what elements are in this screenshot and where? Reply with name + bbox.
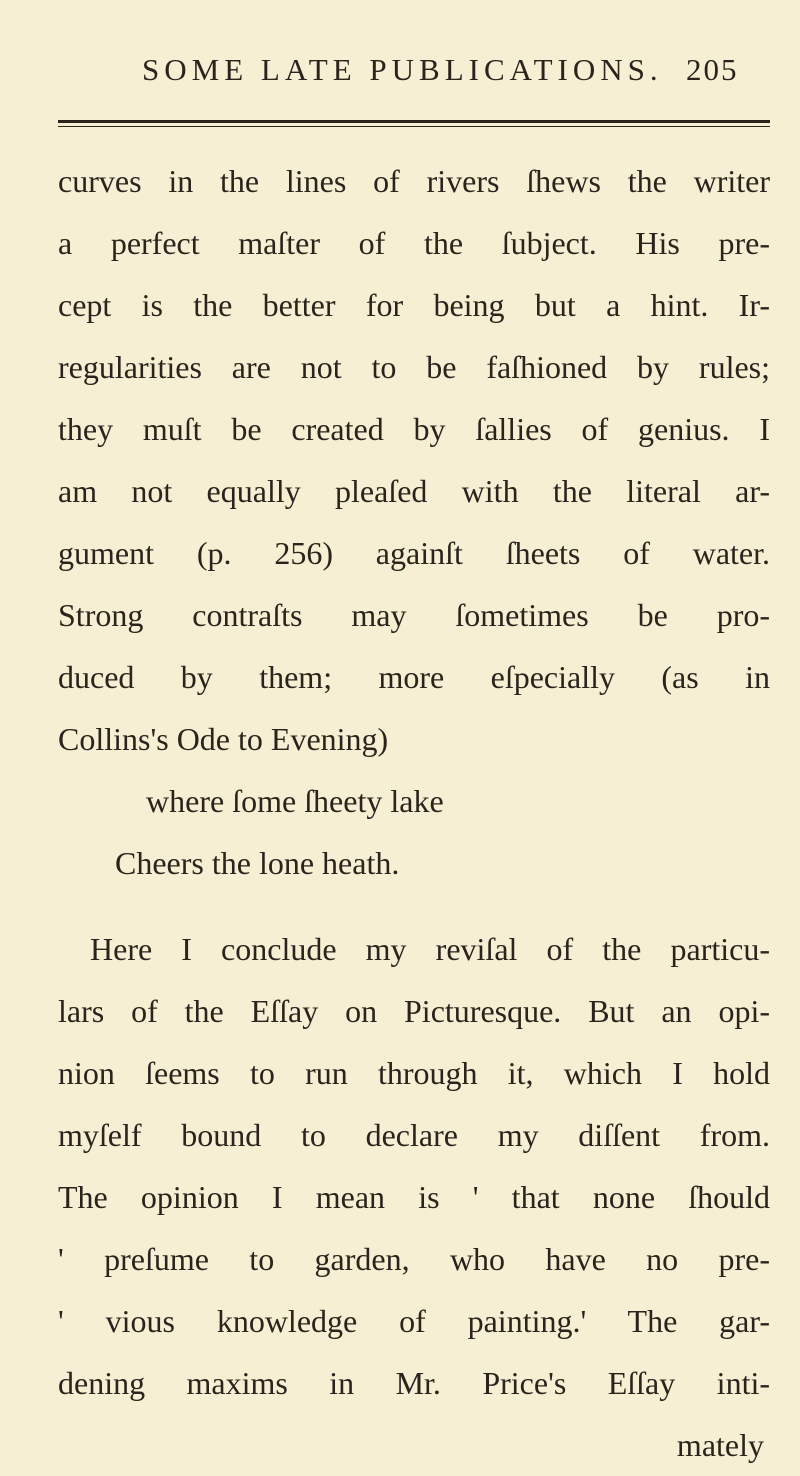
text-line: nion ſeems to run through it, which I hold [58,1055,770,1091]
quote-line: where ſome ſheety lake [146,783,444,819]
text-line: Here I conclude my reviſal of the particu- [90,931,770,967]
text-line: ' vious knowledge of painting.' The gar- [58,1303,770,1339]
header-rule-thin [58,126,770,127]
text-line: regularities are not to be faſhioned by rules; [58,349,770,385]
paragraph-gap [58,894,770,918]
text-line: dening maxims in Mr. Price's Eſſay inti- [58,1365,770,1401]
text-line: gument (p. 256) againſt ſheets of water. [58,535,770,571]
text-line: lars of the Eſſay on Picturesque. But an opi- [58,993,770,1029]
text-line: Collins's Ode to Evening) [58,721,389,757]
text-line: duced by them; more eſpecially (as in [58,659,770,695]
text-line: The opinion I mean is ' that none ſhould [58,1179,770,1215]
quote-line: Cheers the lone heath. [115,845,400,881]
catchword: mately [676,1427,764,1463]
text-line: myſelf bound to declare my diſſent from. [58,1117,770,1153]
text-line: cept is the better for being but a hint. Ir- [58,287,770,323]
text-line: they muſt be created by ſallies of genius. I [58,411,770,447]
text-line: curves in the lines of rivers ſhews the writer [58,163,770,199]
text-line: ' preſume to garden, who have no pre- [58,1241,770,1277]
running-head [0,52,800,102]
header-rule [58,120,770,123]
body-text [58,150,770,1476]
text-line: Strong contraſts may ſometimes be pro- [58,597,770,633]
text-line: a perfect maſter of the ſubject. His pre- [58,225,770,261]
running-title: SOME LATE PUBLICATIONS. [142,52,663,87]
text-line: am not equally pleaſed with the literal ar- [58,473,770,509]
page-number: 205 [686,52,739,87]
